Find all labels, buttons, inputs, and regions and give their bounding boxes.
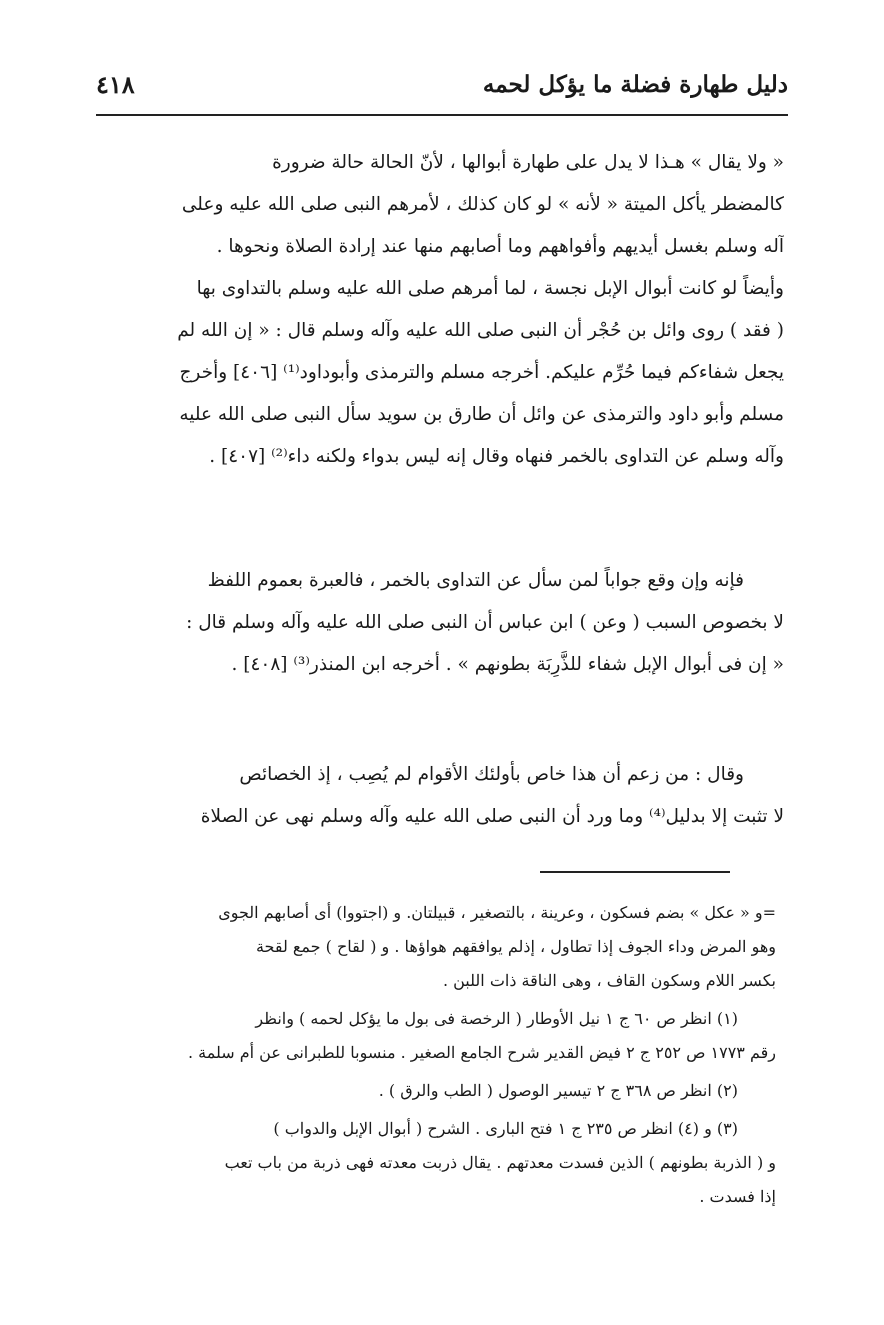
text-line: فإنه وإن وقع جواباً لمن سأل عن التداوى بالخمر ، فالعبرة بعموم اللفظ — [207, 570, 744, 591]
header-rule — [96, 114, 788, 116]
footnote-line: إذا فسدت . — [699, 1187, 776, 1206]
footnote-line: (٣) و (٤) انظر ص ٢٣٥ ج ١ فتح البارى . الشرح ( أبوال الإبل والدواب ) — [273, 1119, 738, 1138]
text-line: وقال : من زعم أن هذا خاص بأولئك الأقوام لم يُصِب ، إذ الخصائص — [239, 764, 744, 785]
footnote-3-4 — [80, 1112, 776, 1214]
page-header — [96, 62, 788, 106]
footnote-continuation — [80, 896, 776, 998]
text-line: آله وسلم بغسل أيديهم وأفواههم وما أصابهم منها عند إرادة الصلاة ونحوها . — [216, 236, 784, 257]
footnote-1 — [80, 1002, 776, 1070]
text-line: « ولا يقال » هـذا لا يدل على طهارة أبوالها ، لأنّ الحالة حالة ضرورة — [272, 152, 784, 173]
footnote-line: (١) انظر ص ٦٠ ج ١ نيل الأوطار ( الرخصة فى بول ما يؤكل لحمه ) وانظر — [255, 1009, 738, 1028]
paragraph-1 — [80, 142, 784, 478]
text-line: يجعل شفاءكم فيما حُرِّم عليكم. أخرجه مسلم والترمذى وأبوداود⁽¹⁾ [٤٠٦] وأخرج — [179, 362, 784, 383]
footnote-line: بكسر اللام وسكون القاف ، وهى الناقة ذات اللبن . — [442, 971, 776, 990]
text-line: ( فقد ) روى وائل بن حُجْر أن النبى صلى الله عليه وآله وسلم قال : « إن الله لم — [177, 320, 784, 341]
footnote-2 — [80, 1074, 776, 1108]
text-line: لا بخصوص السبب ( وعن ) ابن عباس أن النبى صلى الله عليه وآله وسلم قال : — [186, 612, 784, 633]
text-line: « إن فى أبوال الإبل شفاء للذَّرِبَة بطونهم » . أخرجه ابن المنذر⁽³⁾ [٤٠٨] . — [231, 654, 784, 675]
footnote-line: (٢) انظر ص ٣٦٨ ج ٢ تيسير الوصول ( الطب والرق ) . — [378, 1081, 738, 1100]
running-title: دليل طهارة فضلة ما يؤكل لحمه — [482, 70, 788, 98]
footnote-rule — [540, 871, 730, 873]
footnote-line: و ( الذربة بطونهم ) الذين فسدت معدتهم . يقال ذربت معدته فهى ذربة من باب تعب — [224, 1153, 776, 1172]
footnotes — [80, 896, 776, 1218]
paragraph-2 — [80, 560, 784, 686]
paragraph-3 — [80, 754, 784, 838]
text-line: كالمضطر يأكل الميتة « لأنه » لو كان كذلك ، لأمرهم النبى صلى الله عليه وعلى — [181, 194, 784, 215]
page-number: ٤١٨ — [96, 69, 135, 99]
footnote-line: رقم ١٧٧٣ ص ٢٥٢ ج ٢ فيض القدير شرح الجامع الصغير . منسوبا للطبرانى عن أم سلمة . — [187, 1043, 776, 1062]
text-line: مسلم وأبو داود والترمذى عن وائل أن طارق بن سويد سأل النبى صلى الله عليه — [179, 404, 784, 425]
text-line: وآله وسلم عن التداوى بالخمر فنهاه وقال إنه ليس بدواء ولكنه داء⁽²⁾ [٤٠٧] . — [209, 446, 784, 467]
footnote-line: =و « عكل » بضم فسكون ، وعرينة ، بالتصغير ، قبيلتان. و (اجتووا) أى أصابهم الجوى — [218, 903, 776, 922]
footnote-line: وهو المرض وداء الجوف إذا تطاول ، إذلم يوافقهم هواؤها . و ( لقاح ) جمع لقحة — [255, 937, 776, 956]
text-line: لا تثبت إلا بدليل⁽⁴⁾ وما ورد أن النبى صلى الله عليه وآله وسلم نهى عن الصلاة — [200, 806, 784, 827]
text-line: وأيضاً لو كانت أبوال الإبل نجسة ، لما أمرهم صلى الله عليه وسلم بالتداوى بها — [196, 278, 784, 299]
